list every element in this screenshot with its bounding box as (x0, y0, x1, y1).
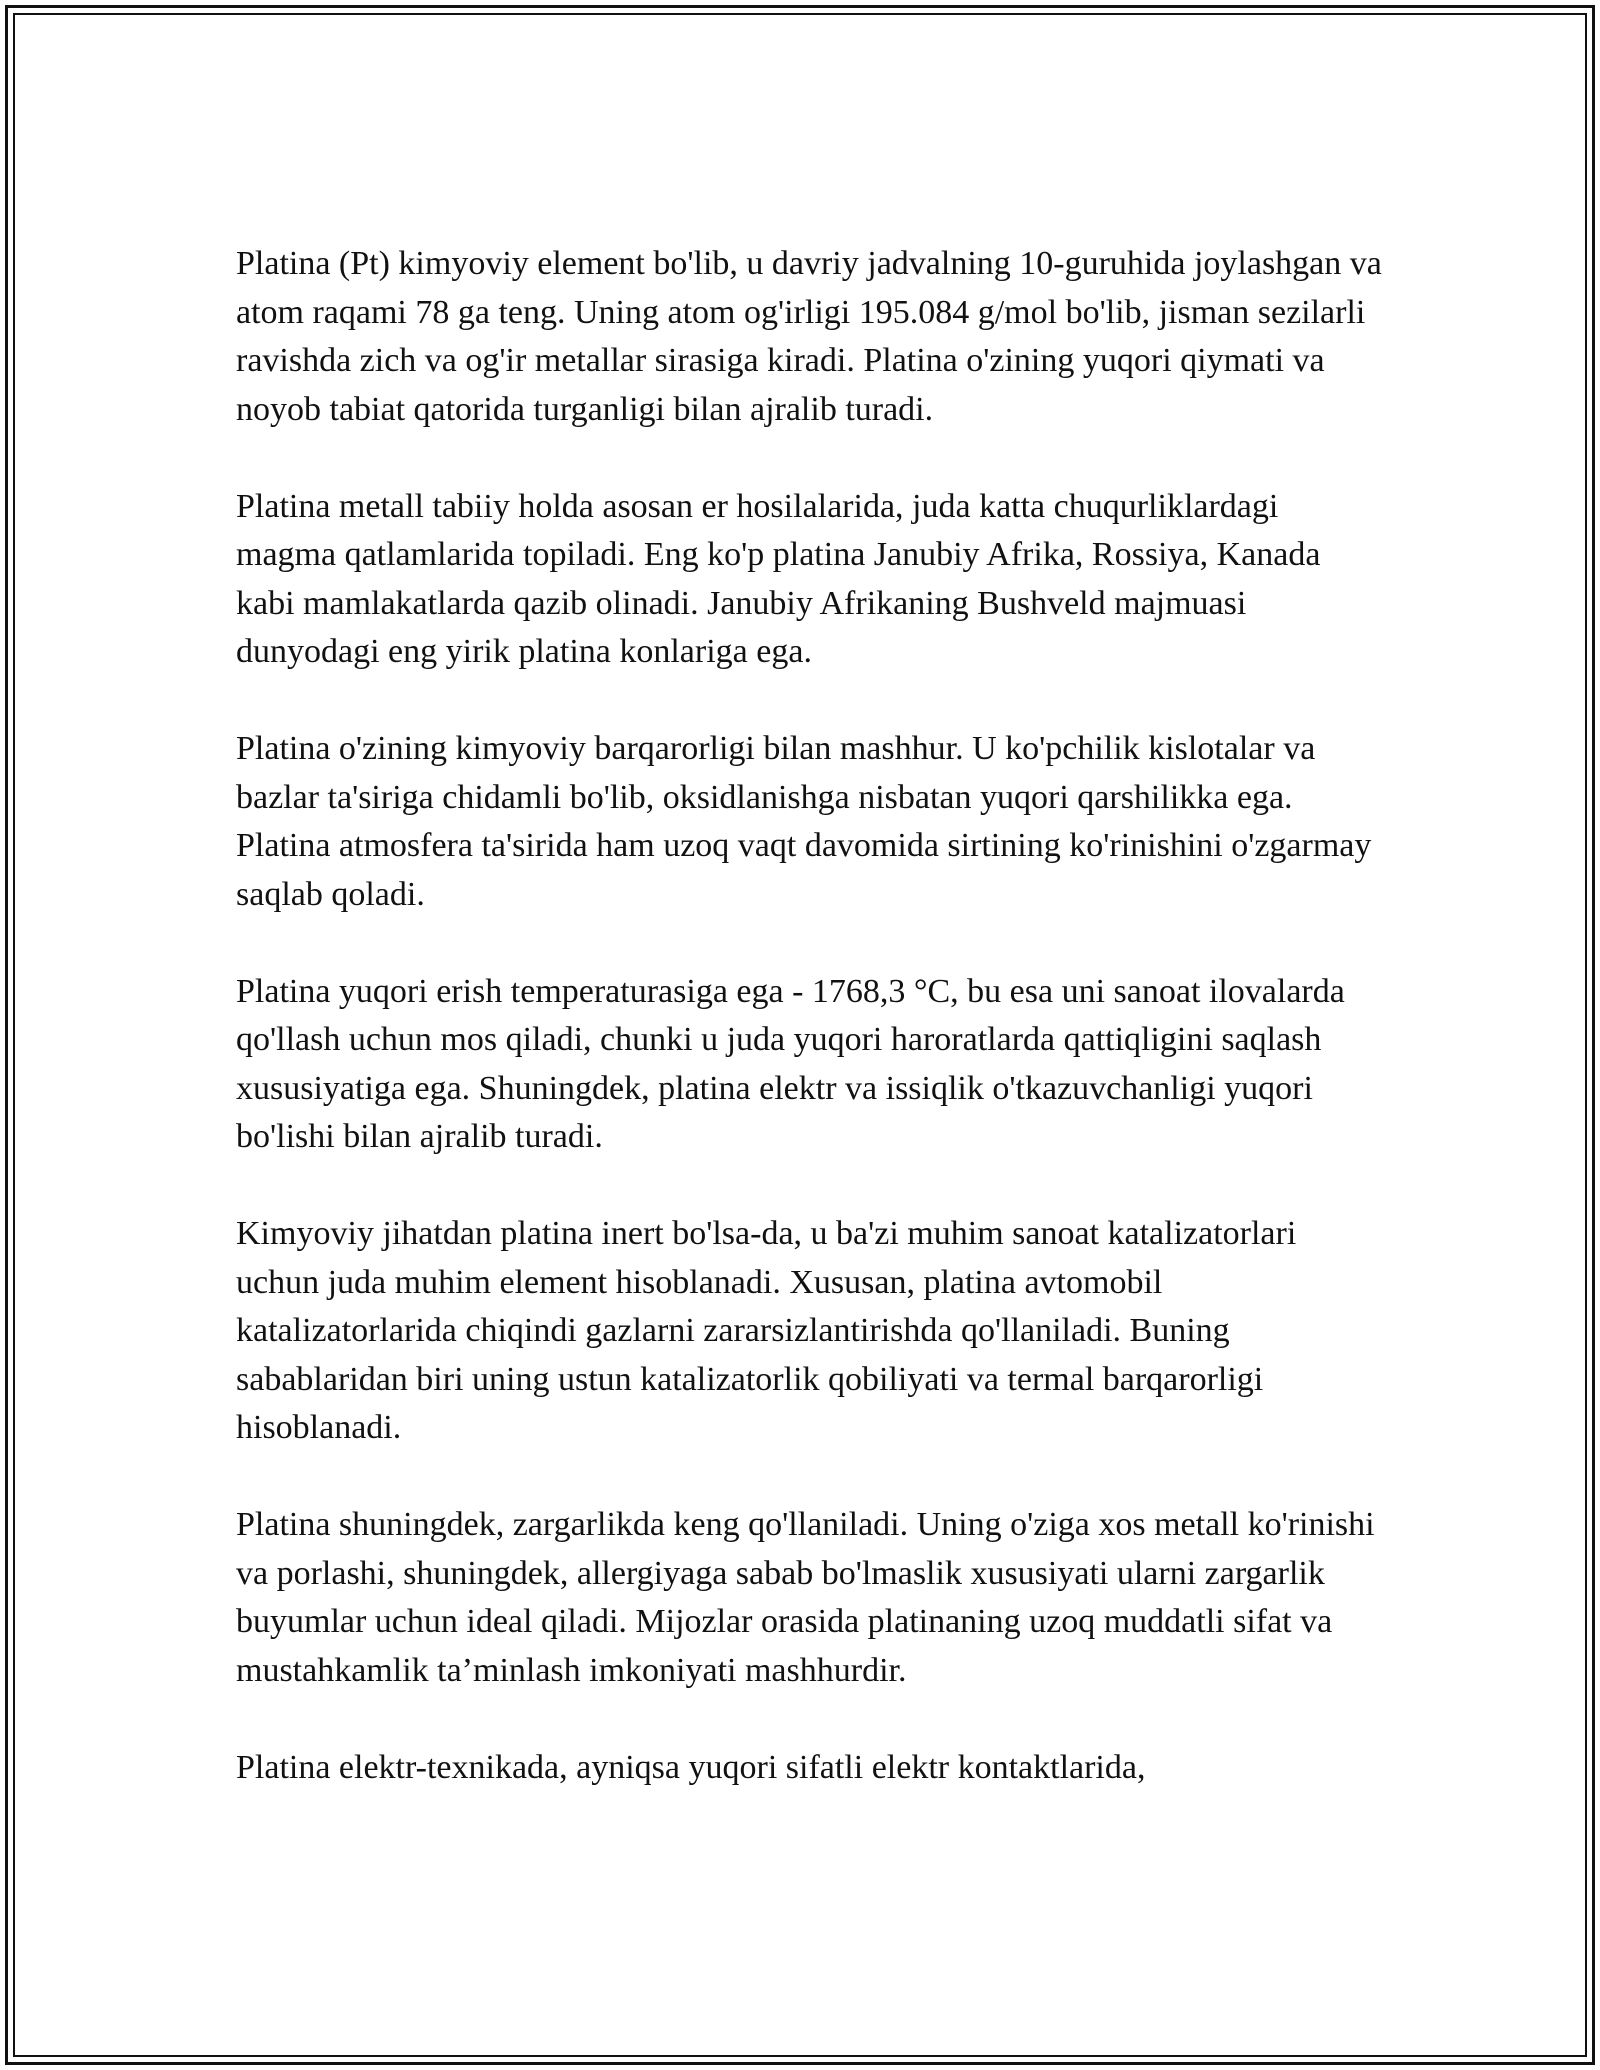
paragraph: Platina metall tabiiy holda asosan er hosilalarida, juda katta chuqurliklardagi magma qatlamlarida topiladi. Eng ko'p platina Janubiy Afrika, Rossiya, Kanada kabi mamlakatlarda qazib olinadi. Janubiy Afrikaning Bushveld majmuasi dunyodagi eng yirik platina konlariga ega. (236, 487, 1321, 670)
document-body (236, 240, 1386, 1841)
paragraph: Platina shuningdek, zargarlikda keng qo'llaniladi. Uning o'ziga xos metall ko'rinishi va porlashi, shuningdek, allergiyaga sabab bo'lmaslik xususiyati ularni zargarlik buyumlar uchun ideal qiladi. Mijozlar orasida platinaning uzoq muddatli sifat va mustahkamlik ta’minlash imkoniyati mashhurdir. (236, 1506, 1375, 1689)
paragraph: Kimyoviy jihatdan platina inert bo'lsa-da, u ba'zi muhim sanoat katalizatorlari uchun juda muhim element hisoblanadi. Xususan, platina avtomobil katalizatorlarida chiqindi gazlarni zararsizlantirishda qo'llaniladi. Buning sabablaridan biri uning ustun katalizatorlik qobiliyati va termal barqarorligi hisoblanadi. (236, 1215, 1297, 1446)
paragraph: Platina elektr-texnikada, ayniqsa yuqori sifatli elektr kontaktlarida, (236, 1748, 1146, 1786)
paragraph: Platina yuqori erish temperaturasiga ega - 1768,3 °C, bu esa uni sanoat ilovalarda qo'llash uchun mos qiladi, chunki u juda yuqori haroratlarda qattiqligini saqlash xususiyatiga ega. Shuningdek, platina elektr va issiqlik o'tkazuvchanligi yuqori bo'lishi bilan ajralib turadi. (236, 972, 1345, 1155)
paragraph: Platina o'zining kimyoviy barqarorligi bilan mashhur. U ko'pchilik kislotalar va bazlar ta'siriga chidamli bo'lib, oksidlanishga nisbatan yuqori qarshilikka ega. Platina atmosfera ta'sirida ham uzoq vaqt davomida sirtining ko'rinishini o'zgarmay saqlab qoladi. (236, 730, 1372, 913)
paragraph: Platina (Pt) kimyoviy element bo'lib, u davriy jadvalning 10-guruhida joylashgan va atom raqami 78 ga teng. Uning atom og'irligi 195.084 g/mol bo'lib, jisman sezilarli ravishda zich va og'ir metallar sirasiga kiradi. Platina o'zining yuqori qiymati va noyob tabiat qatorida turganligi bilan ajralib turadi. (236, 245, 1382, 428)
